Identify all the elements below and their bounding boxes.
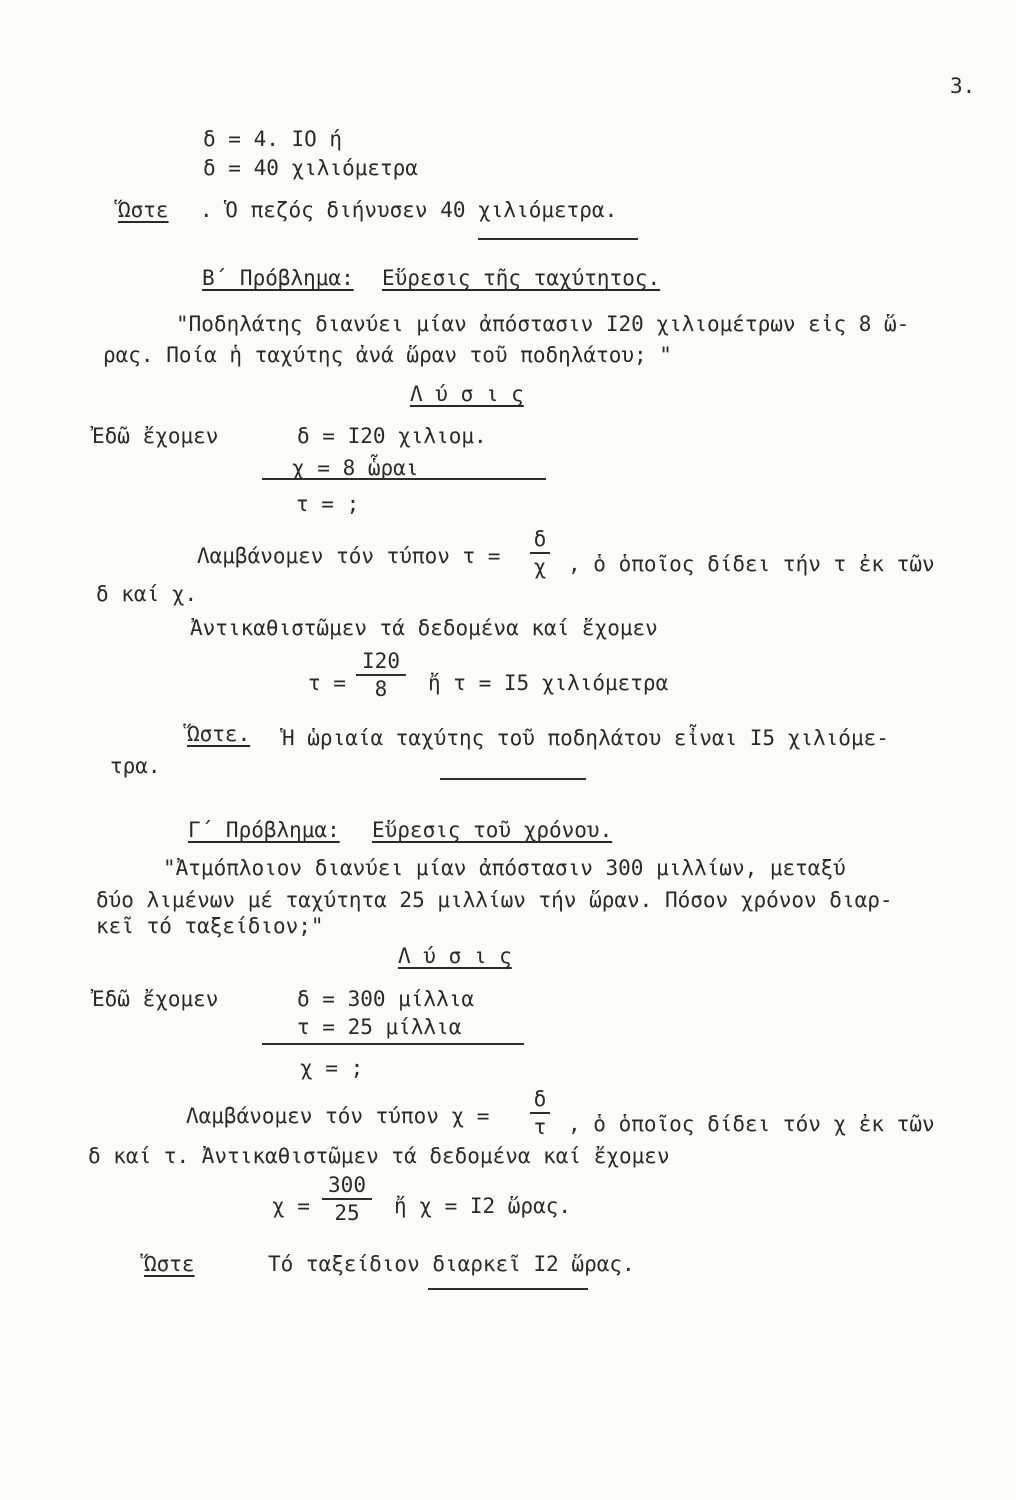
conclusion-text: . Ὁ πεζός διήνυσεν 40 χιλιόμετρα. [200, 198, 618, 222]
calc-denominator: 8 [374, 677, 388, 701]
formula-denominator: τ [533, 1115, 547, 1139]
problem-statement: ρας. Ποία ἡ ταχύτης ἀνά ὥραν τοῦ ποδηλάτου; " [103, 343, 672, 367]
calc-lhs: τ = [308, 671, 346, 695]
problem-c-label: Γ΄ Πρόβλημα: [188, 818, 340, 842]
formula-fraction [530, 1088, 550, 1138]
conclusion-text: τρα. [110, 754, 161, 778]
formula-numerator: δ [533, 1087, 547, 1111]
solution-title: Λ ύ σ ι ς [398, 944, 512, 968]
fraction-bar [530, 552, 550, 554]
formula-text: , ὁ ὁποῖος δίδει τόν χ ἐκ τῶν [568, 1112, 935, 1136]
formula-fraction [530, 528, 550, 578]
problem-c-title: Εὕρεσις τοῦ χρόνου. [372, 818, 613, 842]
given-value: χ = 8 ὧραι [292, 456, 419, 480]
given-value: τ = 25 μίλλια [297, 1015, 462, 1039]
formula-numerator: δ [533, 527, 547, 551]
problem-statement: κεῖ τό ταξείδιον;" [96, 914, 324, 938]
unknown-value: χ = ; [300, 1056, 364, 1080]
calc-rhs: ἤ τ = Ι5 χιλιόμετρα [428, 671, 669, 695]
equation-line: δ = 40 χιλιόμετρα [203, 156, 418, 180]
calc-rhs: ἤ χ = Ι2 ὥρας. [394, 1194, 572, 1218]
formula-text: δ καί τ. Ἀντικαθιστῶμεν τά δεδομένα καί ἔχομεν [88, 1144, 670, 1168]
conclusion-label: Ὥστε. [187, 722, 251, 746]
unknown-value: τ = ; [296, 492, 360, 516]
formula-text: Λαμβάνομεν τόν τύπον χ = [186, 1104, 490, 1128]
problem-b-title: Εὕρεσις τῆς ταχύτητος. [382, 266, 661, 290]
calc-fraction [356, 650, 406, 700]
fraction-bar [356, 674, 406, 676]
formula-text: , ὁ ὁποῖος δίδει τήν τ ἐκ τῶν [568, 552, 935, 576]
problem-statement: δύο λιμένων μέ ταχύτητα 25 μιλλίων τήν ὥραν. Πόσον χρόνον διαρ- [96, 888, 893, 912]
calc-fraction [322, 1174, 372, 1224]
divider [262, 478, 546, 480]
given-value: δ = Ι20 χιλιομ. [297, 424, 487, 448]
problem-statement: "Ἀτμόπλοιον διανύει μίαν ἀπόστασιν 300 μιλλίων, μεταξύ [163, 856, 846, 880]
formula-text: δ καί χ. [96, 582, 198, 606]
conclusion-text: Τό ταξείδιον διαρκεῖ Ι2 ὥρας. [268, 1252, 635, 1276]
divider [440, 778, 586, 780]
given-intro: Ἐδῶ ἔχομεν [92, 987, 219, 1011]
page-number: 3. [950, 74, 976, 98]
equation-line: δ = 4. ΙΟ ή [203, 127, 343, 151]
calc-lhs: χ = [272, 1194, 310, 1218]
conclusion-text: Ἡ ὡριαία ταχύτης τοῦ ποδηλάτου εἶναι Ι5 χιλιόμε- [282, 726, 889, 750]
divider [478, 238, 638, 240]
divider [262, 1043, 524, 1045]
given-value: δ = 300 μίλλια [297, 987, 475, 1011]
conclusion-label: Ὥστε [144, 1252, 195, 1276]
problem-statement: "Ποδηλάτης διανύει μίαν ἀπόστασιν Ι20 χιλιομέτρων εἰς 8 ὥ- [176, 312, 910, 336]
calc-numerator: 300 [328, 1173, 366, 1197]
calc-denominator: 25 [334, 1201, 360, 1225]
given-intro: Ἐδῶ ἔχομεν [92, 424, 219, 448]
calc-numerator: Ι20 [362, 649, 400, 673]
problem-b-label: Β΄ Πρόβλημα: [202, 266, 354, 290]
fraction-bar [322, 1198, 372, 1200]
divider [428, 1288, 588, 1290]
conclusion-label: Ὥστε [118, 198, 169, 222]
formula-text: Λαμβάνομεν τόν τύπον τ = [197, 544, 501, 568]
formula-denominator: χ [533, 555, 547, 579]
solution-title: Λ ύ σ ι ς [410, 382, 524, 406]
substitute-text: Ἀντικαθιστῶμεν τά δεδομένα καί ἔχομεν [190, 616, 658, 640]
fraction-bar [530, 1112, 550, 1114]
